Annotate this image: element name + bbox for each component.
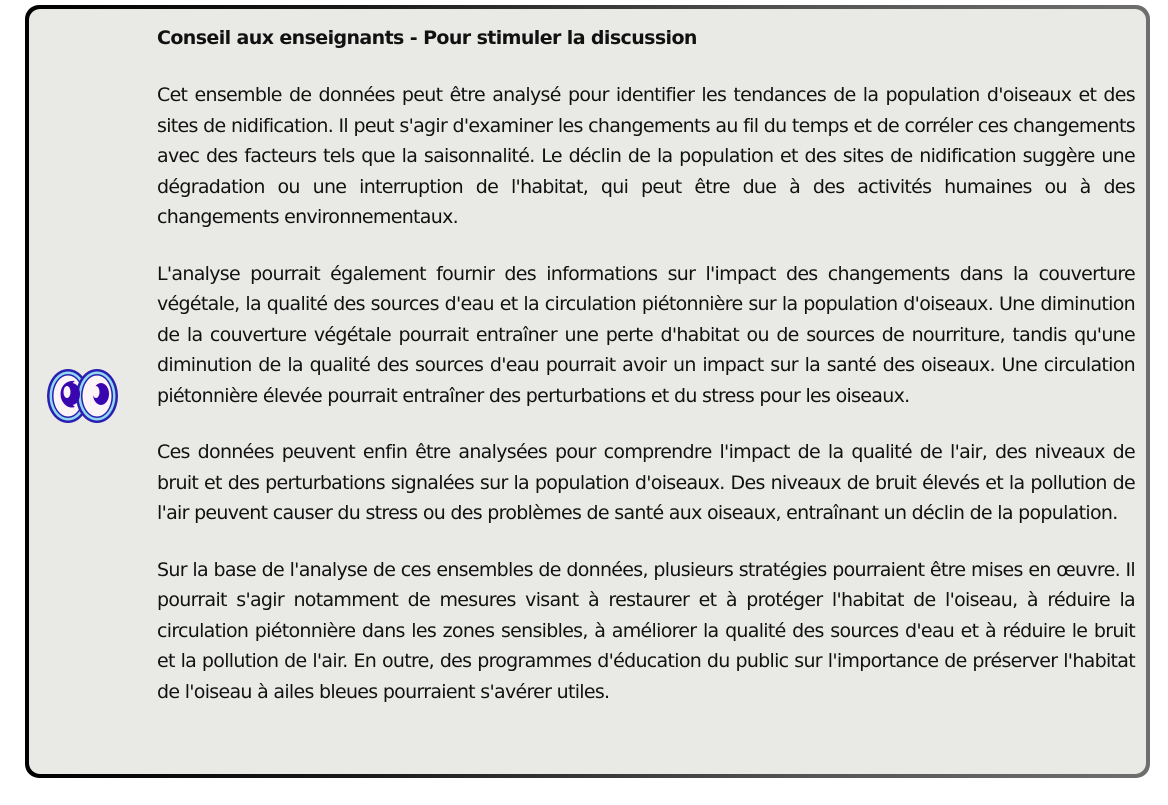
callout-content (157, 23, 1135, 733)
callout-panel (29, 9, 1146, 774)
callout-title: Conseil aux enseignants - Pour stimuler la discussion (157, 27, 697, 49)
left-pupil-highlight (64, 386, 71, 398)
paragraph-trends: Cet ensemble de données peut être analysé pour identifier les tendances de la population d'oiseaux et des sites de nidification. Il peut s'agir d'examiner les changements au fil du temps et de corréler ces changements avec des facteurs tels que la saisonnalité. Le déclin de la population et des sites de nidification suggère une dégradation ou une interruption de l'habitat, qui peut être due à des activités humaines ou à des changements environnementaux. (157, 84, 1135, 228)
paragraph-air-noise: Ces données peuvent enfin être analysées pour comprendre l'impact de la qualité de l'air, des niveaux de bruit et des perturbations signalées sur la population d'oiseaux. Des niveaux de bruit élevés et la pollution de l'air peuvent causer du stress ou des problèmes de santé aux oiseaux, entraînant un déclin de la population. (157, 441, 1135, 524)
eyes-icon (45, 365, 121, 427)
paragraph-habitat-factors: L'analyse pourrait également fournir des informations sur l'impact des changements dans la couverture végétale, la qualité des sources d'eau et la circulation piétonnière sur la population d'oiseaux. Une diminution de la couverture végétale pourrait entraîner une perte d'habitat ou de sources de nourriture, tandis qu'une diminution de la qualité des sources d'eau pourrait avoir un impact sur la santé des oiseaux. Une circulation piétonnière élevée pourrait entraîner des perturbations et du stress pour les oiseaux. (157, 262, 1135, 407)
right-pupil-highlight (93, 386, 100, 398)
paragraph-strategies: Sur la base de l'analyse de ces ensembles de données, plusieurs stratégies pourraient être mises en œuvre. Il pourrait s'agir notamment de mesures visant à restaurer et à protéger l'habitat de l'oiseau, à réduire la circulation piétonnière dans les zones sensibles, à améliorer la qualité des sources d'eau et à réduire le bruit et la pollution de l'air. En outre, des programmes d'éducation du public sur l'importance de préserver l'habitat de l'oiseau à ailes bleues pourraient s'avérer utiles. (157, 558, 1135, 703)
teacher-tip-callout (25, 5, 1150, 778)
